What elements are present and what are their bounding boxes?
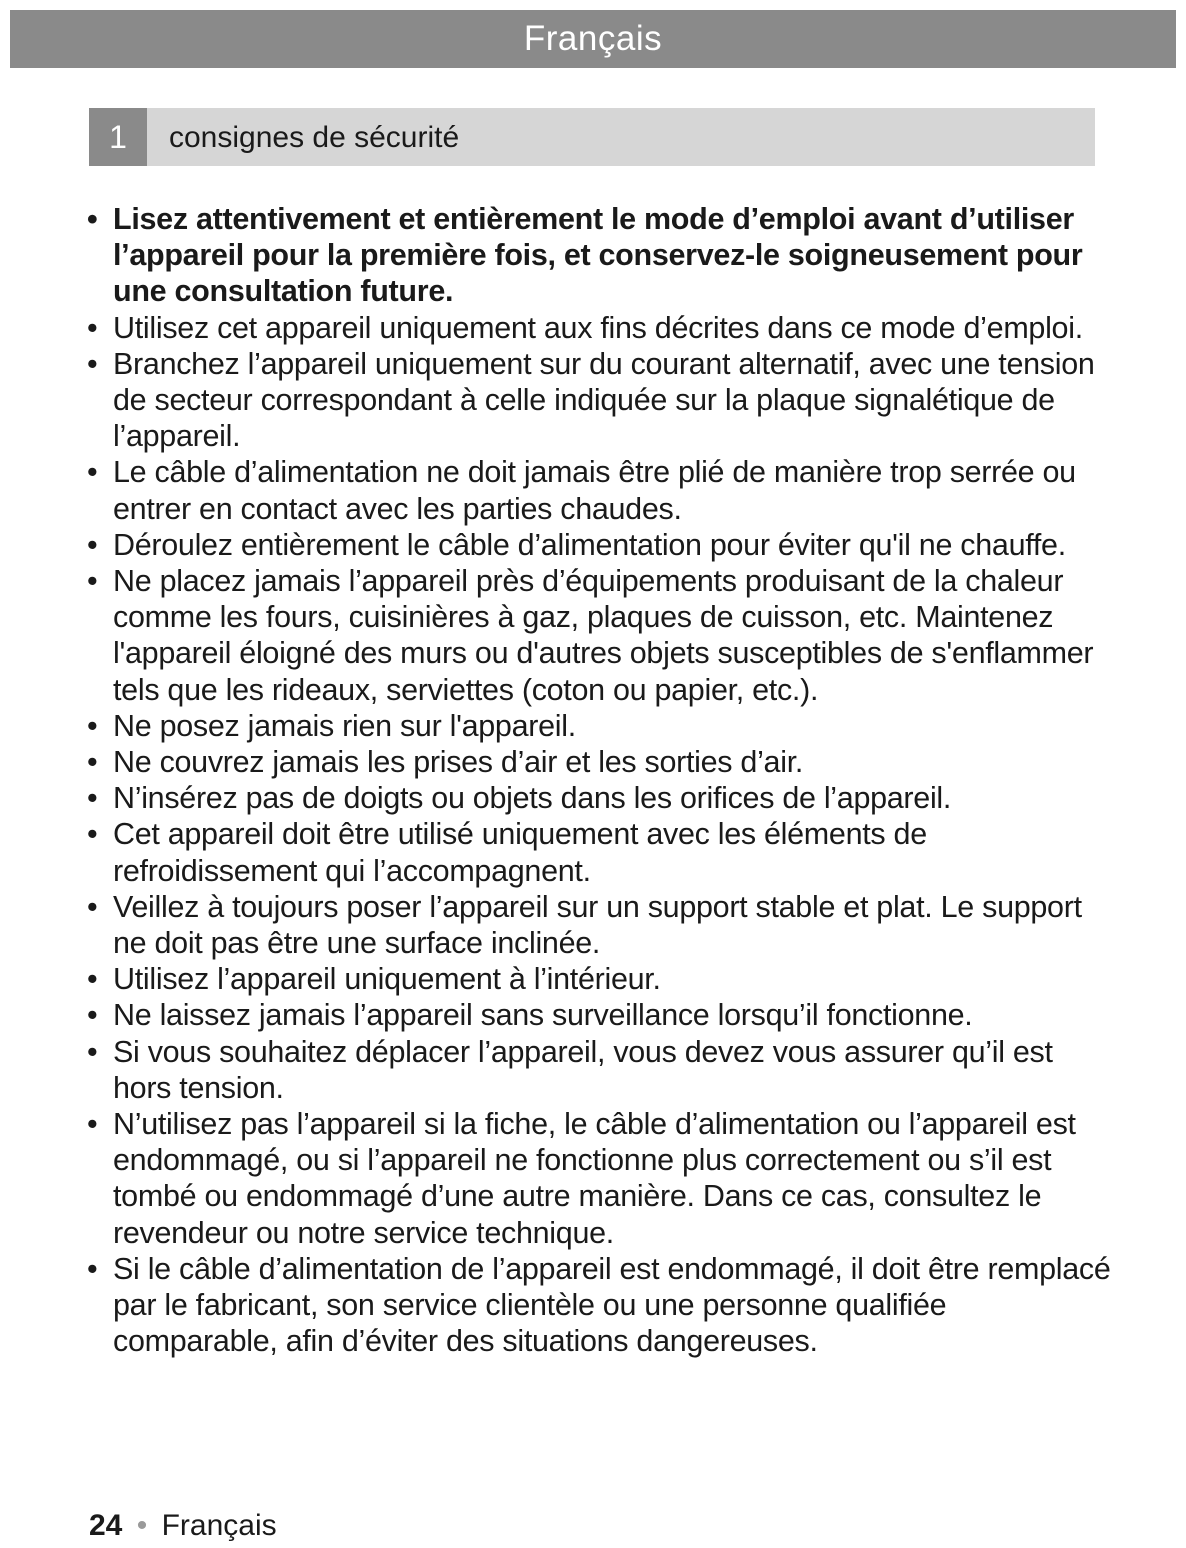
list-item: • Ne couvrez jamais les prises d’air et les sorties d’air. [87, 744, 1112, 780]
footer-separator: • [136, 1509, 148, 1542]
list-item: • Cet appareil doit être utilisé uniquement avec les éléments de refroidissement qui l’accompagnent. [87, 816, 1112, 888]
list-item: • Ne placez jamais l’appareil près d’équipements produisant de la chaleur comme les fours, cuisinières à gaz, plaques de cuisson, etc. Maintenez l'appareil éloigné des murs ou d'autres objets susceptibles de s'enflammer tels que les rideaux, serviettes (coton ou papier, etc.). [87, 563, 1112, 708]
list-item: • N’insérez pas de doigts ou objets dans les orifices de l’appareil. [87, 780, 1112, 816]
list-item: • Lisez attentivement et entièrement le mode d’emploi avant d’utiliser l’appareil pour la première fois, et conservez-le soigneusement pour une consultation future. [87, 201, 1112, 310]
list-item: • N’utilisez pas l’appareil si la fiche, le câble d’alimentation ou l’appareil est endommagé, ou si l’appareil ne fonctionne plus correctement ou s’il est tombé ou endommagé d’une autre manière. Dans ce cas, consultez le revendeur ou notre service technique. [87, 1106, 1112, 1251]
list-item: • Utilisez cet appareil uniquement aux fins décrites dans ce mode d’emploi. [87, 310, 1112, 346]
list-item: • Ne laissez jamais l’appareil sans surveillance lorsqu’il fonctionne. [87, 997, 1112, 1033]
page-number: 24 [89, 1509, 123, 1542]
list-item: • Si vous souhaitez déplacer l’appareil, vous devez vous assurer qu’il est hors tension. [87, 1034, 1112, 1106]
section-header [89, 108, 1095, 166]
safety-instructions-list [87, 201, 1112, 1360]
footer-language: Français [161, 1509, 277, 1542]
list-item: • Utilisez l’appareil uniquement à l’intérieur. [87, 961, 1112, 997]
list-item: • Le câble d’alimentation ne doit jamais être plié de manière trop serrée ou entrer en contact avec les parties chaudes. [87, 454, 1112, 526]
list-item: • Si le câble d’alimentation de l’appareil est endommagé, il doit être remplacé par le fabricant, son service clientèle ou une personne qualifiée comparable, afin d’éviter des situations dangereuses. [87, 1251, 1112, 1360]
list-item: • Ne posez jamais rien sur l'appareil. [87, 708, 1112, 744]
list-item: • Déroulez entièrement le câble d’alimentation pour éviter qu'il ne chauffe. [87, 527, 1112, 563]
section-title: consignes de sécurité [169, 121, 460, 154]
language-banner-title: Français [523, 19, 663, 58]
list-item: • Veillez à toujours poser l’appareil sur un support stable et plat. Le support ne doit pas être une surface inclinée. [87, 889, 1112, 961]
language-banner [10, 10, 1176, 68]
page-footer [89, 1506, 277, 1546]
section-number: 1 [89, 108, 147, 166]
list-item: • Branchez l’appareil uniquement sur du courant alternatif, avec une tension de secteur correspondant à celle indiquée sur la plaque signalétique de l’appareil. [87, 346, 1112, 455]
